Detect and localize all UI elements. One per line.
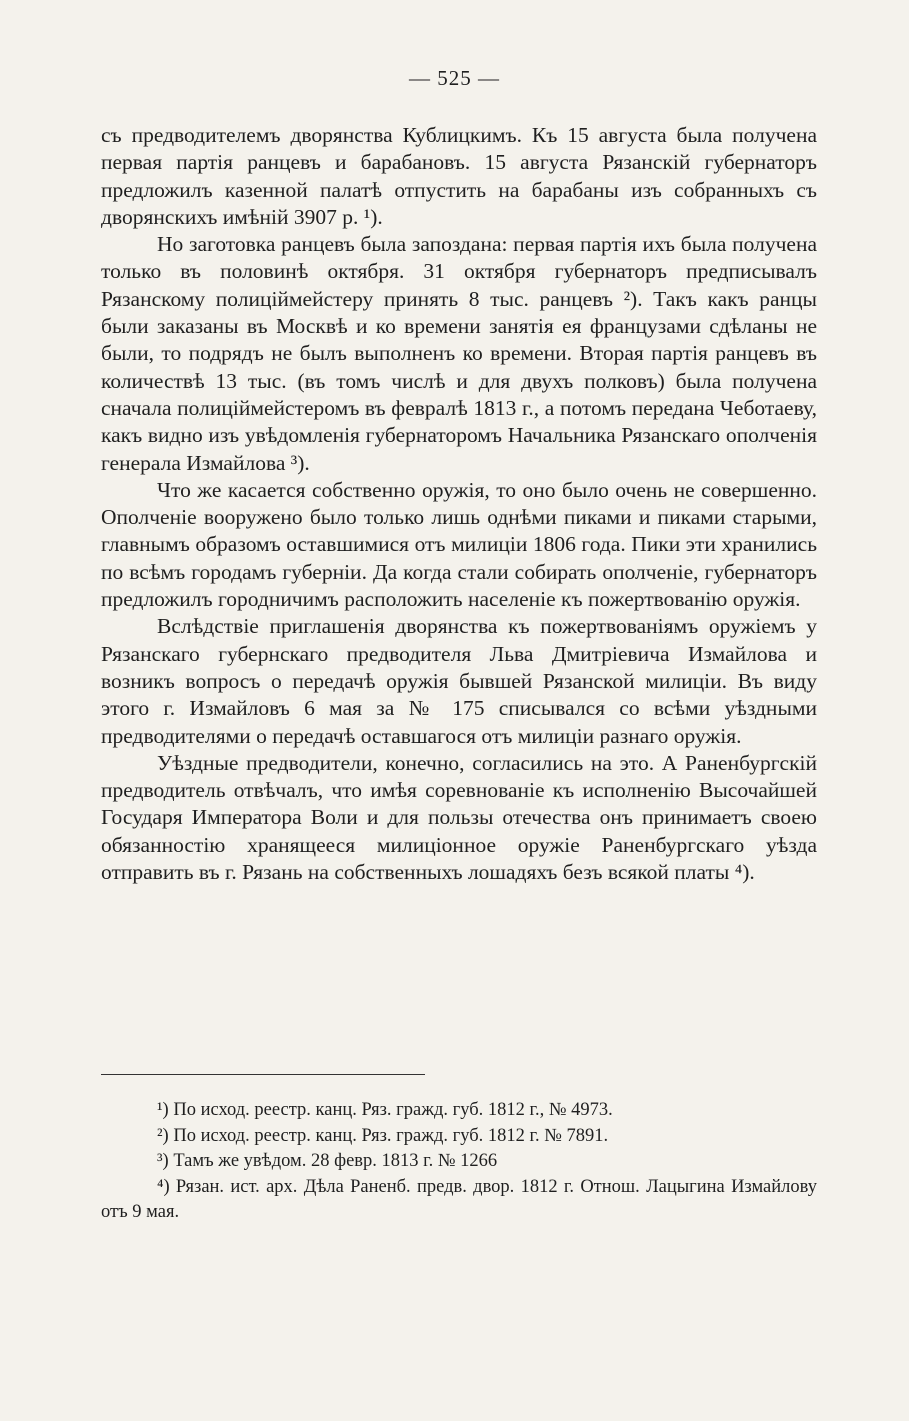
footnotes [101,1098,817,1226]
paragraph-4-text: Вслѣдствіе приглашенія дворянства къ пожертвованіямъ оружіемъ у Рязанскаго губернскаго предводителя Льва Дмитріевича Измайлова и возникъ вопросъ о передачѣ оружія бывшей Рязанской милиціи. Въ виду этого г. Измайловъ 6 мая за № 175 списывался со всѣми уѣздными предводителями о передачѣ оставшагося отъ милиціи разнаго оружія. [101,614,817,748]
paragraph-1-text: съ предводителемъ дворянства Кублицкимъ. Къ 15 августа была получена первая партія ранцевъ и барабановъ. 15 августа Рязанскій губернаторъ предложилъ казенной палатѣ отпустить на барабаны изъ собранныхъ съ дворянскихъ имѣній 3907 р. [101,123,817,229]
footnote-3 [101,1149,817,1175]
footnote-1 [101,1098,817,1124]
footnote-divider [101,1074,425,1075]
body-text [101,122,817,886]
paragraph-1 [101,122,817,231]
footnote-text: По исход. реестр. канц. Ряз. гражд. губ. 1812 г. № 7891. [168,1125,609,1146]
footnote-4 [101,1175,817,1226]
paragraph-3 [101,477,817,613]
paragraph-2-continuation: ²). Такъ какъ ранцы были заказаны въ Москвѣ и ко времени занятія ея французами сдѣланы не были, то подрядъ не былъ выполненъ ко времени. Вторая партія ранцевъ въ количествѣ 13 тыс. (въ томъ числѣ и для двухъ полковъ) была получена сначала полиціймейстеромъ въ февралѣ 1813 г., а потомъ передана Чеботаеву, какъ видно изъ увѣдомленія губернаторомъ Начальника Рязанскаго ополченія генерала Измайлова ³). [101,286,817,475]
footnote-text: Рязан. ист. арх. Дѣла Раненб. предв. двор. 1812 г. Отнош. Лацыгина Измайлову отъ 9 мая. [101,1176,817,1222]
paragraph-4 [101,613,817,749]
paragraph-2-text: Но заготовка ранцевъ была запоздана: первая партія ихъ была получена только въ половинѣ октября. 31 октября губернаторъ предписывалъ Рязанскому полиціймейстеру принять 8 тыс. ранцевъ [101,232,817,311]
footnote-mark: ¹) [157,1100,169,1120]
paragraph-2 [101,231,817,477]
footnote-2 [101,1124,817,1150]
footnote-mark: ²) [157,1125,169,1146]
footnote-mark: ⁴) [157,1176,170,1197]
footnote-text: По исход. реестр. канц. Ряз. гражд. губ. 1812 г., № 4973. [168,1100,613,1120]
page-number: — 525 — [409,66,500,90]
paragraph-5-text: Уѣздные предводители, конечно, согласились на это. А Раненбургскій предводитель отвѣчалъ, что имѣя соревнованіе къ исполненію Высочайшей Государя Императора Воли и для пользы отечества онъ принимаетъ своею обязанностію хранящееся милиціонное оружіе Раненбургскаго уѣзда отправить въ г. Рязань на собственныхъ лошадяхъ безъ всякой платы [101,750,817,885]
footnote-text: Тамъ же увѣдом. 28 февр. 1813 г. № 1266 [168,1151,498,1171]
footnote-mark: ³) [157,1151,169,1171]
paragraph-5 [101,750,817,886]
footnote-ref-1: ¹). [363,204,383,229]
footnote-ref-4: ⁴). [734,860,755,885]
paragraph-3-text: Что же касается собственно оружія, то оно было очень не совершенно. Ополченіе вооружено было только лишь однѣми пиками и пиками старыми, главнымъ образомъ оставшимися отъ милиціи 1806 года. Пики эти хранились по всѣмъ городамъ губерніи. Да когда стали собирать ополченіе, губернаторъ предложилъ городничимъ расположить населеніе къ пожертвованію оружія. [101,477,817,612]
